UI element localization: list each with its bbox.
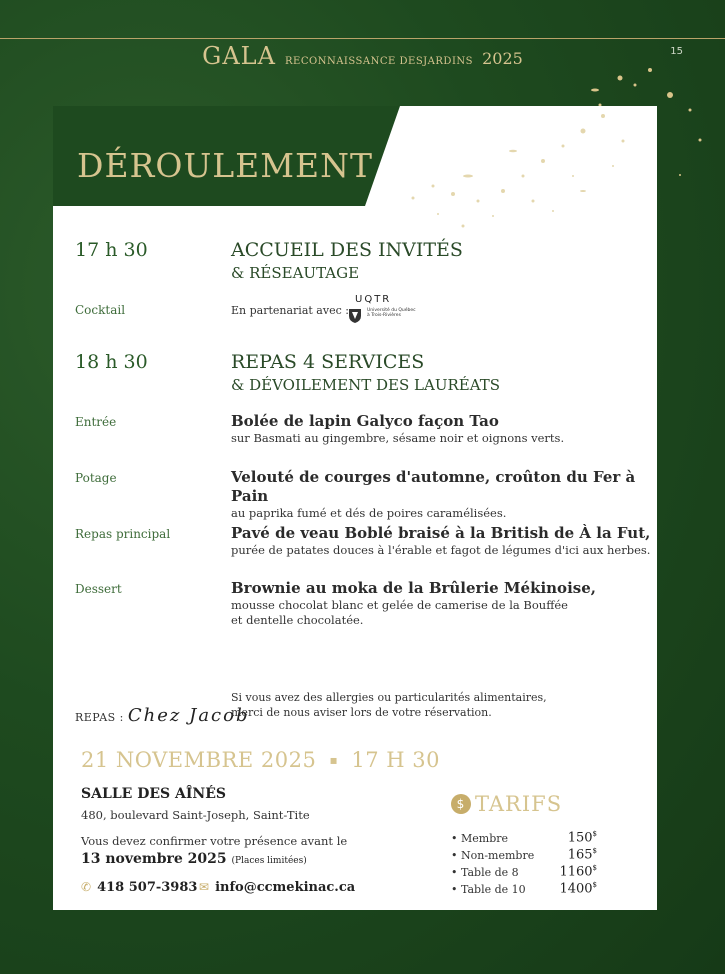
section-subtitle: & DÉVOILEMENT DES LAURÉATS	[231, 376, 500, 394]
section-time: 18 h 30	[75, 351, 148, 373]
phone-contact[interactable]	[81, 880, 197, 895]
uqtr-logo-name: Université du Québec	[367, 308, 416, 313]
menu-item-title: Velouté de courges d'automne, croûton du Fer à Pain	[231, 468, 636, 505]
menu-item-entree	[231, 412, 564, 446]
menu-item-potage	[231, 468, 657, 521]
price-value: 1160$	[559, 864, 597, 880]
tarifs-title: TARIFS	[475, 792, 563, 816]
header-gala: GALA	[202, 42, 276, 70]
cocktail-label: Cocktail	[75, 303, 126, 317]
uqtr-shield-icon	[348, 308, 362, 324]
menu-item-desc-2: et dentelle chocolatée.	[231, 613, 364, 627]
confirm-note: (Places limitées)	[231, 856, 307, 866]
section-subtitle: & RÉSEAUTAGE	[231, 264, 360, 282]
section-time: 17 h 30	[75, 239, 148, 261]
event-time: 17 H 30	[351, 748, 440, 772]
allergy-note-line2: merci de nous aviser lors de votre réservation.	[231, 706, 492, 719]
price-value: 165$	[567, 847, 597, 863]
caterer-label-block	[75, 705, 250, 726]
section-title	[231, 351, 500, 396]
menu-item-main	[231, 524, 650, 558]
menu-label-main: Repas principal	[75, 527, 171, 541]
menu-item-desc: sur Basmati au gingembre, sésame noir et oignons verts.	[231, 431, 565, 445]
uqtr-logo-text	[367, 308, 416, 318]
header-year: 2025	[482, 49, 523, 68]
envelope-icon: ✉	[199, 880, 210, 894]
top-rule	[0, 38, 725, 39]
venue-address: 480, boulevard Saint-Joseph, Saint-Tite	[81, 808, 310, 822]
partner-text: En partenariat avec :	[231, 304, 349, 317]
menu-item-dessert	[231, 579, 596, 628]
menu-label-dessert: Dessert	[75, 582, 122, 596]
menu-item-title: Brownie au moka de la Brûlerie Mékinoise,	[231, 579, 596, 597]
banner-title: DÉROULEMENT	[77, 146, 374, 185]
section-title-text: ACCUEIL DES INVITÉS	[231, 239, 463, 261]
menu-label-potage: Potage	[75, 471, 117, 485]
phone-number: 418 507-3983	[97, 880, 198, 895]
header-subtitle: RECONNAISSANCE DESJARDINS	[285, 56, 474, 67]
venue-name: SALLE DES AÎNÉS	[81, 786, 226, 802]
email-contact[interactable]	[199, 880, 355, 895]
menu-item-desc: mousse chocolat blanc et gelée de camerise de la Bouffée	[231, 598, 568, 612]
dollar-coin-icon: $	[451, 794, 471, 814]
tarifs-heading	[451, 792, 562, 816]
price-name: • Table de 8	[451, 866, 519, 879]
section-title-text: REPAS 4 SERVICES	[231, 351, 425, 373]
section-title	[231, 239, 463, 284]
allergy-note-line1: Si vous avez des allergies ou particularités alimentaires,	[231, 691, 547, 704]
phone-icon: ✆	[81, 880, 92, 894]
event-date: 21 NOVEMBRE 2025	[81, 748, 317, 772]
menu-item-title: Pavé de veau Boblé braisé à la British de À la Fut,	[231, 524, 651, 542]
confirm-date: 13 novembre 2025	[81, 851, 227, 867]
caterer-name: Chez Jacob	[127, 705, 250, 726]
caterer-label: REPAS :	[75, 711, 124, 724]
uqtr-logo-word: UQTR	[355, 294, 392, 305]
menu-item-title: Bolée de lapin Galyco façon Tao	[231, 412, 499, 430]
uqtr-logo-city: à Trois-Rivières	[367, 313, 401, 318]
price-value: 1400$	[559, 881, 597, 897]
price-name: • Membre	[451, 832, 508, 845]
event-date-bullet: ▪	[329, 753, 339, 767]
price-value: 150$	[567, 830, 597, 846]
page-number: 15	[670, 46, 683, 57]
event-date-line	[81, 748, 440, 772]
menu-item-desc: au paprika fumé et dés de poires caramélisées.	[231, 506, 507, 520]
email-address: info@ccmekinac.ca	[215, 880, 356, 895]
allergy-note	[231, 690, 547, 720]
menu-label-entree: Entrée	[75, 415, 117, 429]
price-name: • Non-membre	[451, 849, 535, 862]
price-name: • Table de 10	[451, 883, 526, 896]
confirm-date-line	[81, 851, 307, 867]
program-card	[53, 106, 657, 910]
confirm-text: Vous devez confirmer votre présence avant le	[81, 834, 348, 848]
menu-item-desc: purée de patates douces à l'érable et fagot de légumes d'ici aux herbes.	[231, 543, 651, 557]
card-splatter-decoration	[383, 106, 657, 256]
